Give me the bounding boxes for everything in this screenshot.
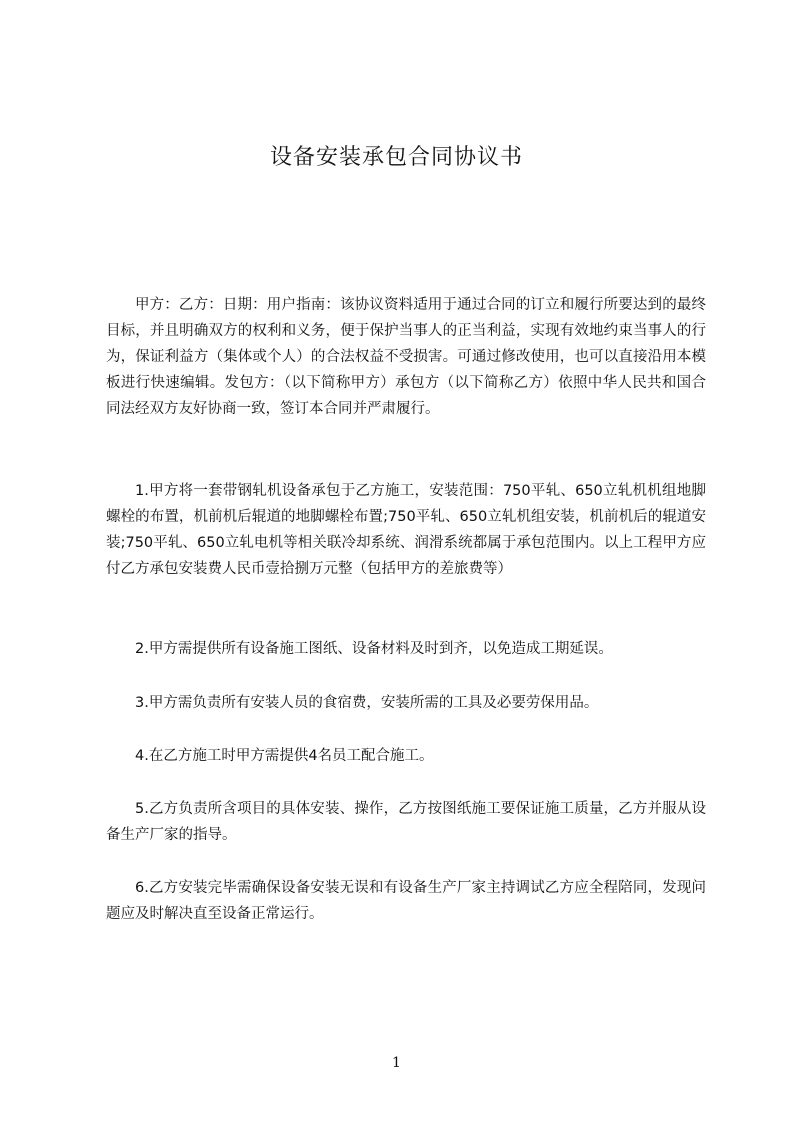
clause-4: 4.在乙方施工时甲方需提供4名员工配合施工。 bbox=[135, 748, 434, 764]
intro-paragraph: 甲方：乙方：日期：用户指南：该协议资料适用于通过合同的订立和履行所要达到的最终目标，并且明确双方的权利和义务，便于保护当事人的正当利益，实现有效地约束当事人的行为，保证利益方（集体或个人）的合法权益不受损害。可通过修改使用，也可以直接沿用本模板进行快速编辑。发包方：（以下简称甲方）承包方（以下简称乙方）依照中华人民共和国合同法经双方友好协商一致，签订本合同并严肃履行。 bbox=[106, 297, 706, 417]
clause-5: 5.乙方负责所含项目的具体安装、操作，乙方按图纸施工要保证施工质量，乙方并服从设备生产厂家的指导。 bbox=[106, 801, 706, 843]
clause-6: 6.乙方安装完毕需确保设备安装无误和有设备生产厂家主持调试乙方应全程陪同，发现问题应及时解决直至设备正常运行。 bbox=[106, 880, 706, 922]
clause-2: 2.甲方需提供所有设备施工图纸、设备材料及时到齐，以免造成工期延误。 bbox=[135, 641, 613, 657]
clause-3: 3.甲方需负责所有安装人员的食宿费，安装所需的工具及必要劳保用品。 bbox=[135, 695, 599, 711]
document-title: 设备安装承包合同协议书 bbox=[269, 145, 523, 170]
page-number: 1 bbox=[392, 1055, 401, 1071]
clause-1: 1.甲方将一套带钢轧机设备承包于乙方施工，安装范围：750平轧、650立轧机机组地脚螺栓的布置，机前机后辊道的地脚螺栓布置;750平轧、650立轧机组安装，机前机后的辊道安装;750平轧、650立轧电机等相关联冷却系统、润滑系统都属于承包范围内。以上工程甲方应付乙方承包安装费人民币壹拾捌万元整（包括甲方的差旅费等） bbox=[106, 483, 706, 577]
